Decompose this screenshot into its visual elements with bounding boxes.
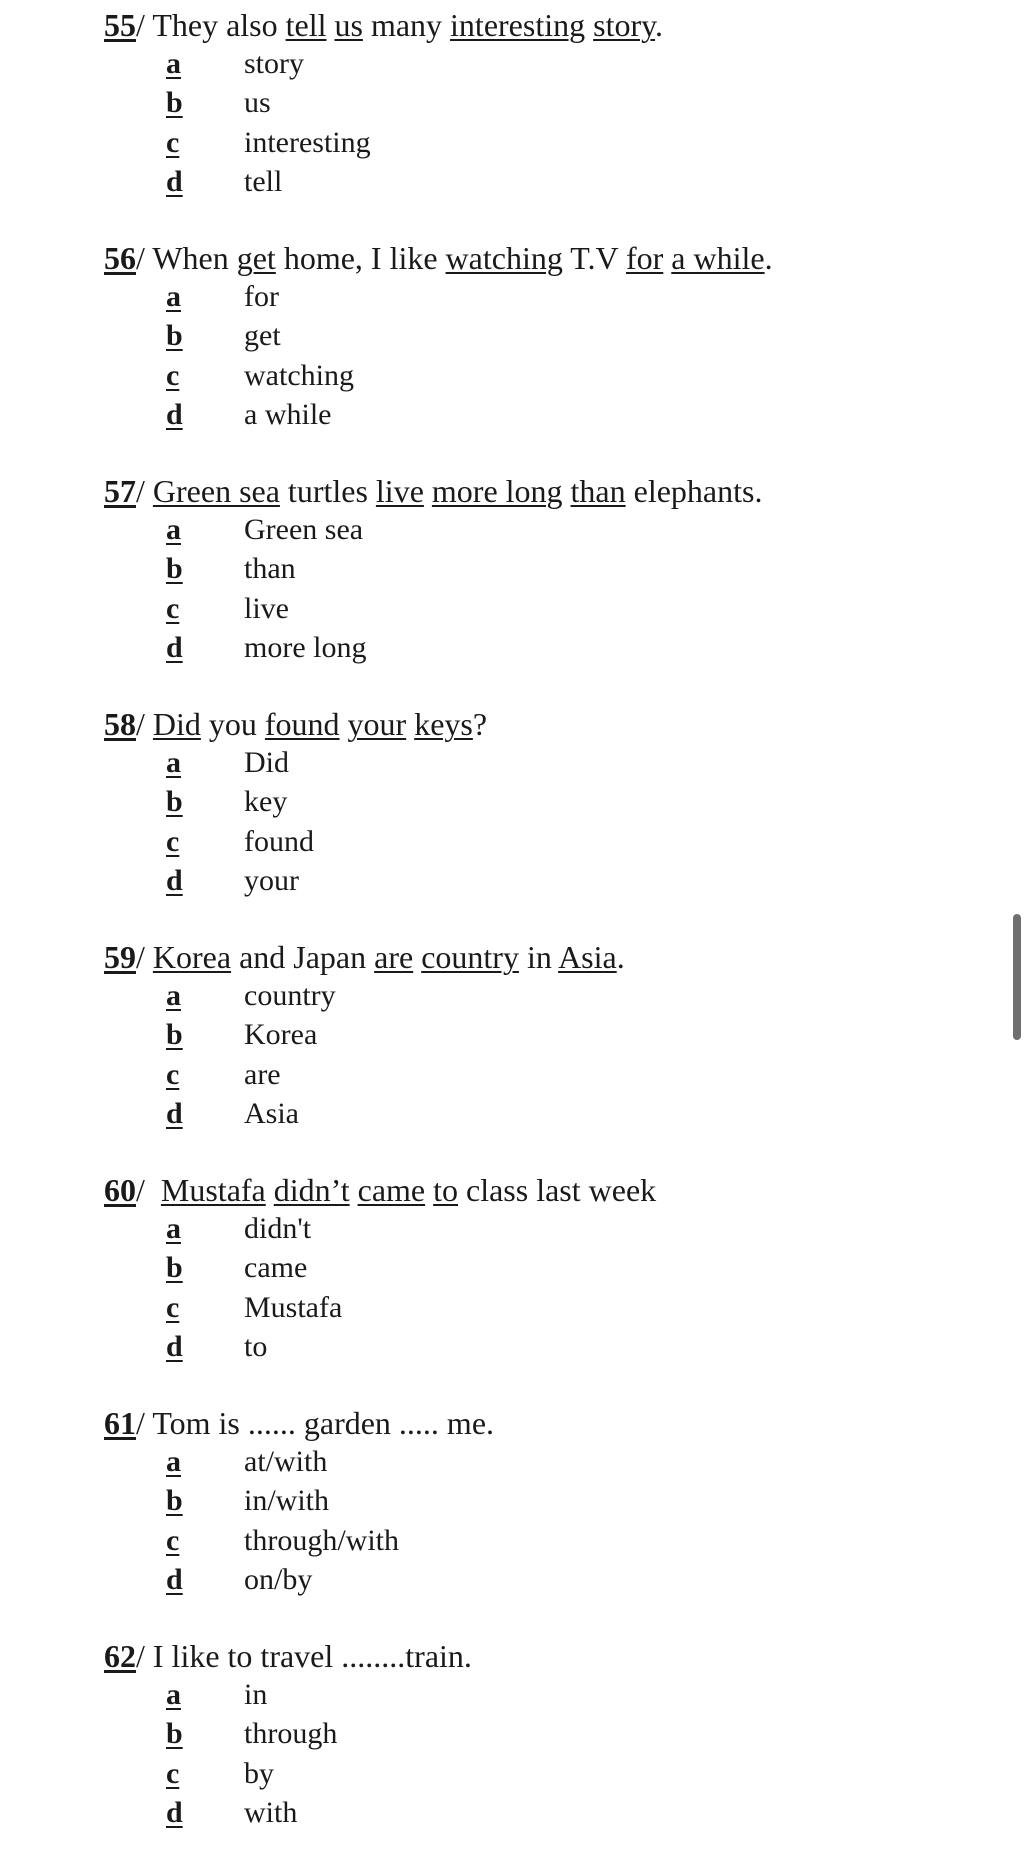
underlined-word: live bbox=[375, 473, 424, 509]
option-letter: a bbox=[166, 47, 181, 80]
underlined-word: Mustafa bbox=[160, 1172, 266, 1208]
option-c[interactable] bbox=[104, 1754, 984, 1793]
option-letter: c bbox=[166, 591, 180, 625]
option-a[interactable] bbox=[104, 743, 984, 782]
option-a[interactable] bbox=[104, 1209, 984, 1248]
option-text: through/with bbox=[244, 1523, 399, 1557]
option-text: than bbox=[244, 552, 296, 586]
option-letter: c bbox=[166, 1756, 180, 1790]
option-letter: d bbox=[166, 1795, 183, 1829]
question-separator: / bbox=[136, 939, 145, 975]
question-number: 55 bbox=[104, 7, 136, 43]
option-letter: b bbox=[166, 86, 183, 120]
stem-text: turtles bbox=[279, 473, 376, 509]
stem-text: many bbox=[362, 7, 451, 43]
option-list bbox=[104, 44, 984, 201]
stem-text bbox=[563, 473, 571, 509]
question-stem bbox=[104, 6, 984, 44]
option-d[interactable] bbox=[104, 1560, 984, 1599]
option-list bbox=[104, 510, 984, 667]
option-letter: b bbox=[166, 1717, 183, 1751]
option-text: found bbox=[244, 824, 314, 858]
option-a[interactable] bbox=[104, 277, 984, 316]
option-a[interactable] bbox=[104, 1442, 984, 1481]
question-separator: / bbox=[136, 473, 145, 509]
underlined-word: us bbox=[334, 7, 363, 43]
stem-text: in bbox=[518, 939, 559, 975]
stem-text bbox=[340, 706, 348, 742]
scrollbar-thumb[interactable] bbox=[1013, 914, 1021, 1040]
option-text: country bbox=[244, 979, 336, 1012]
question-stem bbox=[104, 472, 984, 510]
option-letter: d bbox=[166, 630, 183, 664]
option-letter: d bbox=[166, 164, 183, 198]
question-number: 58 bbox=[104, 706, 136, 742]
option-list bbox=[104, 277, 984, 434]
stem-text bbox=[406, 706, 414, 742]
underlined-word: Did bbox=[152, 706, 201, 742]
question-separator: / bbox=[136, 7, 145, 43]
option-text: get bbox=[244, 319, 281, 353]
question-number: 62 bbox=[104, 1638, 136, 1674]
option-list bbox=[104, 1675, 984, 1832]
stem-text: and Japan bbox=[231, 939, 375, 975]
option-letter: a bbox=[166, 280, 181, 313]
option-text: live bbox=[244, 591, 289, 625]
option-text: key bbox=[244, 785, 288, 819]
option-list bbox=[104, 1209, 984, 1366]
stem-text: They also bbox=[144, 7, 286, 43]
option-text: watching bbox=[244, 358, 354, 392]
question-61 bbox=[104, 1404, 984, 1599]
underlined-word: country bbox=[421, 939, 519, 975]
option-c[interactable] bbox=[104, 822, 984, 861]
option-text: Asia bbox=[244, 1096, 299, 1130]
question-stem bbox=[104, 1637, 984, 1675]
question-number: 57 bbox=[104, 473, 136, 509]
question-separator: / bbox=[136, 1172, 145, 1208]
question-separator: / bbox=[136, 1405, 145, 1441]
stem-text bbox=[585, 7, 593, 43]
underlined-word: tell bbox=[285, 7, 327, 43]
option-text: Did bbox=[244, 746, 289, 779]
option-text: are bbox=[244, 1057, 281, 1091]
underlined-word: Green sea bbox=[152, 473, 280, 509]
option-text: us bbox=[244, 86, 271, 120]
option-b[interactable] bbox=[104, 83, 984, 122]
underlined-word: a while bbox=[671, 240, 765, 276]
option-d[interactable] bbox=[104, 395, 984, 434]
underlined-word: Korea bbox=[152, 939, 232, 975]
option-c[interactable] bbox=[104, 1521, 984, 1560]
option-letter: d bbox=[166, 1562, 183, 1596]
underlined-word: interesting bbox=[450, 7, 586, 43]
stem-text bbox=[424, 473, 432, 509]
option-c[interactable] bbox=[104, 589, 984, 628]
underlined-word: Asia bbox=[558, 939, 617, 975]
option-text: Green sea bbox=[244, 513, 364, 546]
question-separator: / bbox=[136, 1638, 145, 1674]
question-number: 60 bbox=[104, 1172, 136, 1208]
stem-text: . bbox=[616, 939, 625, 975]
option-letter: c bbox=[166, 125, 180, 159]
option-text: interesting bbox=[244, 125, 371, 159]
question-59 bbox=[104, 938, 984, 1133]
option-d[interactable] bbox=[104, 162, 984, 201]
option-letter: b bbox=[166, 552, 183, 586]
stem-text: you bbox=[200, 706, 265, 742]
option-text: at/with bbox=[244, 1445, 328, 1478]
underlined-word: keys bbox=[414, 706, 473, 742]
stem-text: T.V bbox=[562, 240, 626, 276]
option-text: on/by bbox=[244, 1562, 313, 1596]
option-letter: d bbox=[166, 397, 183, 431]
stem-text: Tom is ...... garden ..... me. bbox=[144, 1405, 495, 1441]
option-text: with bbox=[244, 1795, 298, 1829]
underlined-word: are bbox=[374, 939, 414, 975]
option-text: by bbox=[244, 1756, 274, 1790]
stem-text: I like to travel ........train. bbox=[144, 1638, 472, 1674]
question-62 bbox=[104, 1637, 984, 1832]
option-letter: d bbox=[166, 1096, 183, 1130]
option-b[interactable] bbox=[104, 782, 984, 821]
option-b[interactable] bbox=[104, 1714, 984, 1753]
option-text: in bbox=[244, 1678, 268, 1711]
option-b[interactable] bbox=[104, 1015, 984, 1054]
option-a[interactable] bbox=[104, 44, 984, 83]
stem-text: class last week bbox=[458, 1172, 657, 1208]
question-57 bbox=[104, 472, 984, 667]
option-c[interactable] bbox=[104, 1055, 984, 1094]
option-letter: c bbox=[166, 1523, 180, 1557]
option-d[interactable] bbox=[104, 1327, 984, 1366]
option-c[interactable] bbox=[104, 356, 984, 395]
question-separator: / bbox=[136, 240, 145, 276]
option-text: for bbox=[244, 280, 279, 313]
option-text: in/with bbox=[244, 1484, 330, 1518]
underlined-word: didn’t bbox=[273, 1172, 350, 1208]
option-text: story bbox=[244, 47, 304, 80]
option-text: didn't bbox=[244, 1212, 312, 1245]
stem-text: ? bbox=[472, 706, 488, 742]
stem-text: When bbox=[144, 240, 237, 276]
option-text: tell bbox=[244, 164, 283, 198]
option-text: through bbox=[244, 1717, 338, 1751]
option-letter: c bbox=[166, 1057, 180, 1091]
option-letter: c bbox=[166, 1290, 180, 1324]
underlined-word: to bbox=[433, 1172, 458, 1208]
stem-text: home, I like bbox=[275, 240, 446, 276]
option-list bbox=[104, 1442, 984, 1599]
underlined-word: for bbox=[625, 240, 664, 276]
option-letter: a bbox=[166, 513, 181, 546]
question-separator: / bbox=[136, 706, 145, 742]
question-stem bbox=[104, 938, 984, 976]
stem-text: . bbox=[655, 7, 664, 43]
option-letter: b bbox=[166, 319, 183, 353]
option-c[interactable] bbox=[104, 123, 984, 162]
option-d[interactable] bbox=[104, 1094, 984, 1133]
question-number: 61 bbox=[104, 1405, 136, 1441]
option-text: Mustafa bbox=[244, 1290, 343, 1324]
option-text: more long bbox=[244, 630, 367, 664]
option-c[interactable] bbox=[104, 1288, 984, 1327]
question-number: 56 bbox=[104, 240, 136, 276]
option-letter: b bbox=[166, 785, 183, 819]
option-letter: b bbox=[166, 1484, 183, 1518]
stem-text bbox=[350, 1172, 358, 1208]
stem-text: . bbox=[764, 240, 773, 276]
option-b[interactable] bbox=[104, 316, 984, 355]
option-letter: b bbox=[166, 1018, 183, 1052]
option-b[interactable] bbox=[104, 549, 984, 588]
question-stem bbox=[104, 705, 984, 743]
stem-text bbox=[425, 1172, 433, 1208]
question-stem bbox=[104, 1404, 984, 1442]
option-text: to bbox=[244, 1329, 268, 1363]
option-letter: d bbox=[166, 863, 183, 897]
option-letter: b bbox=[166, 1251, 183, 1285]
question-stem bbox=[104, 1171, 984, 1209]
option-a[interactable] bbox=[104, 1675, 984, 1714]
question-number: 59 bbox=[104, 939, 136, 975]
option-letter: a bbox=[166, 1212, 181, 1245]
option-list bbox=[104, 743, 984, 900]
question-60 bbox=[104, 1171, 984, 1366]
underlined-word: more long bbox=[431, 473, 563, 509]
option-a[interactable] bbox=[104, 976, 984, 1015]
stem-text bbox=[266, 1172, 274, 1208]
option-d[interactable] bbox=[104, 628, 984, 667]
underlined-word: story bbox=[593, 7, 656, 43]
option-list bbox=[104, 976, 984, 1133]
question-58 bbox=[104, 705, 984, 900]
option-d[interactable] bbox=[104, 861, 984, 900]
question-55 bbox=[104, 6, 984, 201]
option-letter: c bbox=[166, 358, 180, 392]
stem-text bbox=[145, 1172, 161, 1208]
underlined-word: your bbox=[347, 706, 407, 742]
option-letter: a bbox=[166, 746, 181, 779]
stem-text bbox=[413, 939, 421, 975]
option-b[interactable] bbox=[104, 1481, 984, 1520]
option-text: came bbox=[244, 1251, 308, 1285]
option-letter: c bbox=[166, 824, 180, 858]
option-letter: d bbox=[166, 1329, 183, 1363]
option-a[interactable] bbox=[104, 510, 984, 549]
stem-text bbox=[145, 939, 153, 975]
option-b[interactable] bbox=[104, 1248, 984, 1287]
option-text: Korea bbox=[244, 1018, 318, 1052]
underlined-word: get bbox=[236, 240, 276, 276]
stem-text bbox=[145, 473, 153, 509]
underlined-word: came bbox=[357, 1172, 426, 1208]
stem-text: elephants. bbox=[625, 473, 763, 509]
stem-text bbox=[145, 706, 153, 742]
option-letter: a bbox=[166, 979, 181, 1012]
option-text: your bbox=[244, 863, 299, 897]
option-letter: a bbox=[166, 1678, 181, 1711]
option-letter: a bbox=[166, 1445, 181, 1478]
question-56 bbox=[104, 239, 984, 434]
option-text: a while bbox=[244, 397, 332, 431]
option-d[interactable] bbox=[104, 1793, 984, 1832]
underlined-word: found bbox=[264, 706, 340, 742]
underlined-word: than bbox=[570, 473, 626, 509]
underlined-word: watching bbox=[445, 240, 563, 276]
question-stem bbox=[104, 239, 984, 277]
